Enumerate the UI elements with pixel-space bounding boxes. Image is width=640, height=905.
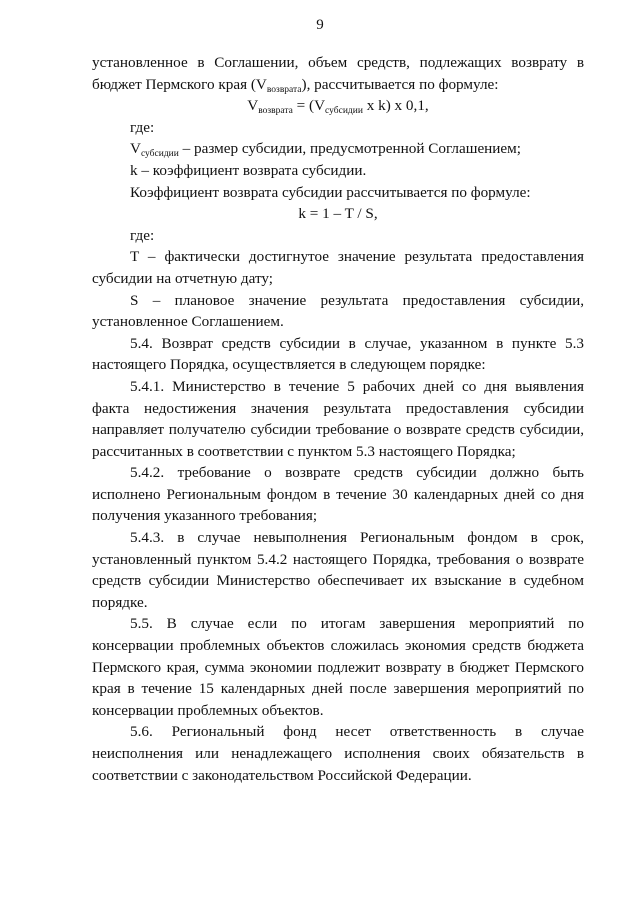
formula-coefficient: k = 1 – T / S, [298,205,378,223]
paragraph-5-6: 5.6. Региональный фонд несет ответственность в случае неисполнения или ненадлежащего исполнения своих обязательств в соответствии с законодательством Российской Федерации. [92,723,584,784]
paragraph-5-5: 5.5. В случае если по итогам завершения мероприятий по консервации проблемных объектов сложилась экономия средств бюджета Пермского края, сумма экономии подлежит возврату в бюджет Пермского края в течение 15 календарных дней после завершения мероприятий по консервации проблемных объектов. [92,615,584,719]
definition-k: k – коэффициент возврата субсидии. [130,161,367,179]
intro-paragraph [92,52,584,95]
intro-text-end: ), рассчитывается по формуле: [301,75,499,93]
document-body [92,52,584,786]
where-label-2: где: [130,226,155,244]
definition-t: T – фактически достигнутое значение результата предоставления субсидии на отчетную дату; [92,248,584,287]
paragraph-5-4-2: 5.4.2. требование о возврате средств субсидии должно быть исполнено Региональным фондом в течение 30 календарных дней со дня получения указанного требования; [92,464,584,525]
formula-return-volume: $V_{возврата} = (V_{субсидии}$ x k) x 0,1, [247,97,429,117]
intro-subscript: возврата [266,84,302,95]
page-number: 9 [316,17,324,33]
intro-text: установленное в Соглашении, объем средств, подлежащих возврату в бюджет Пермского края (V [92,54,584,93]
paragraph-5-4-3: 5.4.3. в случае невыполнения Региональным фондом в срок, установленный пунктом 5.4.2 настоящего Порядка, требования о возврате средств субсидии Министерство обеспечивает их взыскание в судебном порядке. [92,529,584,611]
coefficient-text: Коэффициент возврата субсидии рассчитывается по формуле: [130,183,531,201]
where-label-1: где: [130,118,155,136]
definition-v: $V_{субсидии}$ – размер субсидии, предусмотренной Соглашением; [130,140,522,160]
paragraph-5-4: 5.4. Возврат средств субсидии в случае, указанном в пункте 5.3 настоящего Порядка, осуществляется в следующем порядке: [92,334,584,374]
definition-s: S – плановое значение результата предоставления субсидии, установленное Соглашением. [92,291,584,331]
paragraph-5-4-1: 5.4.1. Министерство в течение 5 рабочих дней со дня выявления факта недостижения значения результата предоставления субсидии направляет получателю субсидии требование о возврате средств субсидии, рассчитанных в соответствии с пунктом 5.3 настоящего Порядка; [92,377,584,460]
